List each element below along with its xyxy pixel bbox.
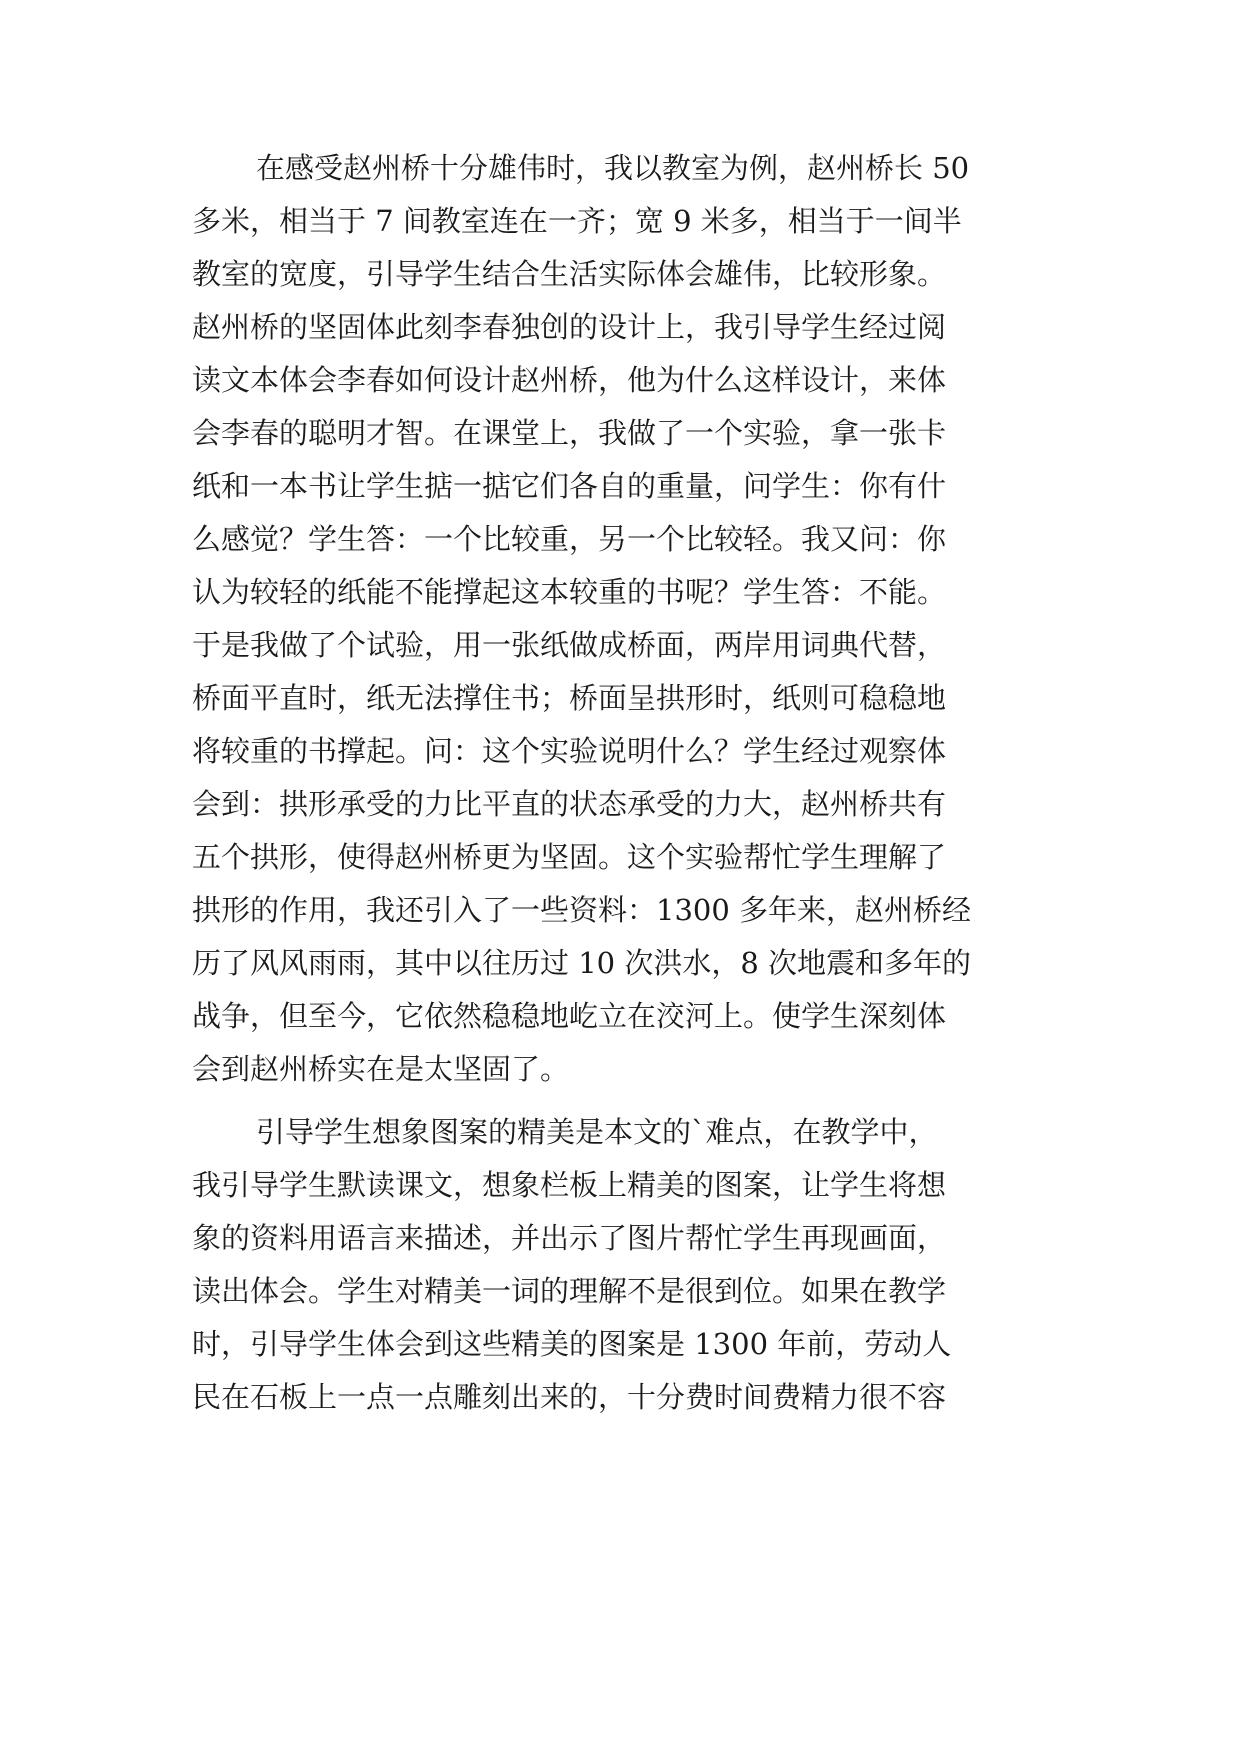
paragraph-1-line-18: 会到赵州桥实在是太坚固了。	[192, 1052, 570, 1086]
paragraph-2-line-5: 时，引导学生体会到这些精美的图案是 1300 年前，劳动人	[192, 1327, 952, 1361]
paragraph-1-line-5: 读文本体会李春如何设计赵州桥，他为什么这样设计，来体	[192, 363, 947, 397]
paragraph-1-line-12: 将较重的书撑起。问：这个实验说明什么？学生经过观察体	[192, 734, 947, 768]
paragraph-1-line-8: 么感觉？学生答：一个比较重，另一个比较轻。我又问：你	[192, 522, 947, 556]
paragraph-2-line-6: 民在石板上一点一点雕刻出来的，十分费时间费精力很不容	[192, 1380, 947, 1414]
paragraph-1-line-13: 会到：拱形承受的力比平直的状态承受的力大，赵州桥共有	[192, 787, 947, 821]
paragraph-1-line-9: 认为较轻的纸能不能撑起这本较重的书呢？学生答：不能。	[192, 575, 947, 609]
paragraph-2-line-3: 象的资料用语言来描述，并出示了图片帮忙学生再现画面，	[192, 1221, 947, 1255]
paragraph-2-line-4: 读出体会。学生对精美一词的理解不是很到位。如果在教学	[192, 1274, 947, 1308]
paragraph-1-line-11: 桥面平直时，纸无法撑住书；桥面呈拱形时，纸则可稳稳地	[192, 681, 947, 715]
paragraph-2-line-1: 引导学生想象图案的精美是本文的`难点，在教学中，	[256, 1115, 938, 1149]
paragraph-1-line-17: 战争，但至今，它依然稳稳地屹立在洨河上。使学生深刻体	[192, 999, 947, 1033]
paragraph-1-line-14: 五个拱形，使得赵州桥更为坚固。这个实验帮忙学生理解了	[192, 840, 947, 874]
paragraph-1-line-1: 在感受赵州桥十分雄伟时，我以教室为例，赵州桥长 50	[256, 151, 970, 185]
paragraph-1-line-6: 会李春的聪明才智。在课堂上，我做了一个实验，拿一张卡	[192, 416, 947, 450]
paragraph-1-line-10: 于是我做了个试验，用一张纸做成桥面，两岸用词典代替，	[192, 628, 947, 662]
paragraph-1-line-15: 拱形的作用，我还引入了一些资料：1300 多年来，赵州桥经	[192, 893, 972, 927]
paragraph-1-line-7: 纸和一本书让学生掂一掂它们各自的重量，问学生：你有什	[192, 469, 947, 503]
paragraph-1-line-16: 历了风风雨雨，其中以往历过 10 次洪水，8 次地震和多年的	[192, 946, 972, 980]
paragraph-2-line-2: 我引导学生默读课文，想象栏板上精美的图案，让学生将想	[192, 1168, 947, 1202]
paragraph-1-line-4: 赵州桥的坚固体此刻李春独创的设计上，我引导学生经过阅	[192, 310, 947, 344]
paragraph-1-line-3: 教室的宽度，引导学生结合生活实际体会雄伟，比较形象。	[192, 257, 947, 291]
paragraph-1-line-2: 多米，相当于 7 间教室连在一齐；宽 9 米多，相当于一间半	[192, 204, 962, 238]
